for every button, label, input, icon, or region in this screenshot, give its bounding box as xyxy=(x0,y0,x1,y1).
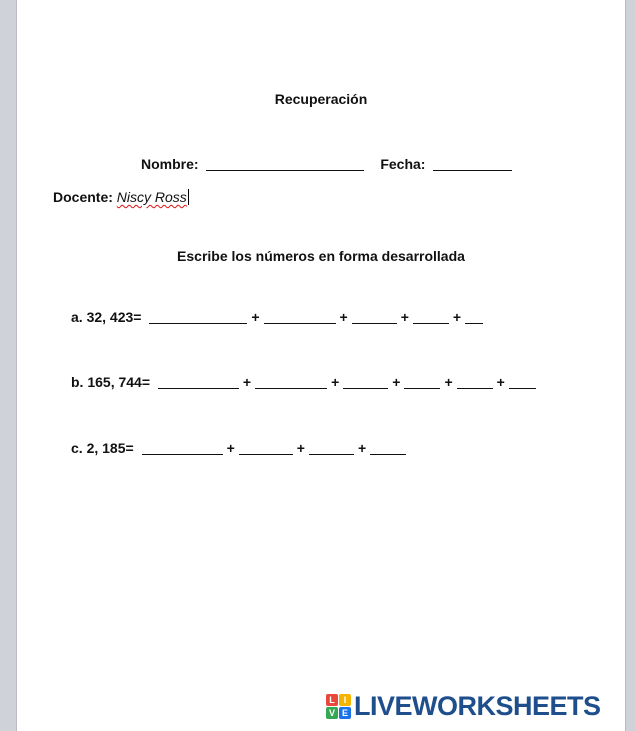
answer-blank[interactable] xyxy=(509,374,536,389)
instruction-text: Escribe los números en forma desarrollada xyxy=(177,248,465,264)
liveworksheets-icon xyxy=(326,694,351,719)
plus-sign: + xyxy=(357,440,367,456)
answer-blank[interactable] xyxy=(158,374,239,389)
plus-sign: + xyxy=(496,374,505,390)
exercise-c xyxy=(71,440,406,456)
logo-letter: E xyxy=(339,707,351,719)
plus-sign: + xyxy=(331,374,340,390)
answer-blank[interactable] xyxy=(465,309,483,324)
exercise-b xyxy=(71,374,536,390)
exercise-label: b. 165, 744= xyxy=(71,374,151,390)
answer-blank[interactable] xyxy=(239,440,293,455)
text-cursor xyxy=(188,189,189,205)
plus-sign: + xyxy=(452,309,462,325)
answer-blank[interactable] xyxy=(404,374,440,389)
logo-letter: I xyxy=(339,694,351,706)
page-title: Recuperación xyxy=(274,91,368,107)
answer-blank[interactable] xyxy=(149,309,247,324)
liveworksheets-logo xyxy=(326,691,601,721)
plus-sign: + xyxy=(251,309,260,325)
fecha-label: Fecha: xyxy=(380,156,426,172)
plus-sign: + xyxy=(226,440,235,456)
exercise-label: c. 2, 185= xyxy=(71,440,134,456)
nombre-label: Nombre: xyxy=(141,156,199,172)
teacher-name: Niscy Ross xyxy=(116,189,187,205)
logo-letter: L xyxy=(326,694,338,706)
name-date-row xyxy=(141,156,512,172)
plus-sign: + xyxy=(296,440,305,456)
docente-row xyxy=(53,189,189,205)
exercise-a xyxy=(71,309,483,325)
answer-blank[interactable] xyxy=(352,309,397,324)
answer-blank[interactable] xyxy=(264,309,336,324)
answer-blank[interactable] xyxy=(413,309,449,324)
fecha-field[interactable] xyxy=(433,156,512,171)
answer-blank[interactable] xyxy=(309,440,354,455)
plus-sign: + xyxy=(339,309,348,325)
answer-blank[interactable] xyxy=(457,374,493,389)
plus-sign: + xyxy=(444,374,453,390)
worksheet-page xyxy=(16,0,626,731)
logo-text: LIVEWORKSHEETS xyxy=(354,690,601,721)
docente-label: Docente: xyxy=(53,189,113,205)
answer-blank[interactable] xyxy=(142,440,223,455)
plus-sign: + xyxy=(392,374,401,390)
plus-sign: + xyxy=(242,374,252,390)
exercise-label: a. 32, 423= xyxy=(71,309,142,325)
answer-blank[interactable] xyxy=(343,374,388,389)
nombre-field[interactable] xyxy=(206,156,364,171)
answer-blank[interactable] xyxy=(370,440,406,455)
plus-sign: + xyxy=(400,309,409,325)
answer-blank[interactable] xyxy=(255,374,327,389)
logo-letter: V xyxy=(326,707,338,719)
